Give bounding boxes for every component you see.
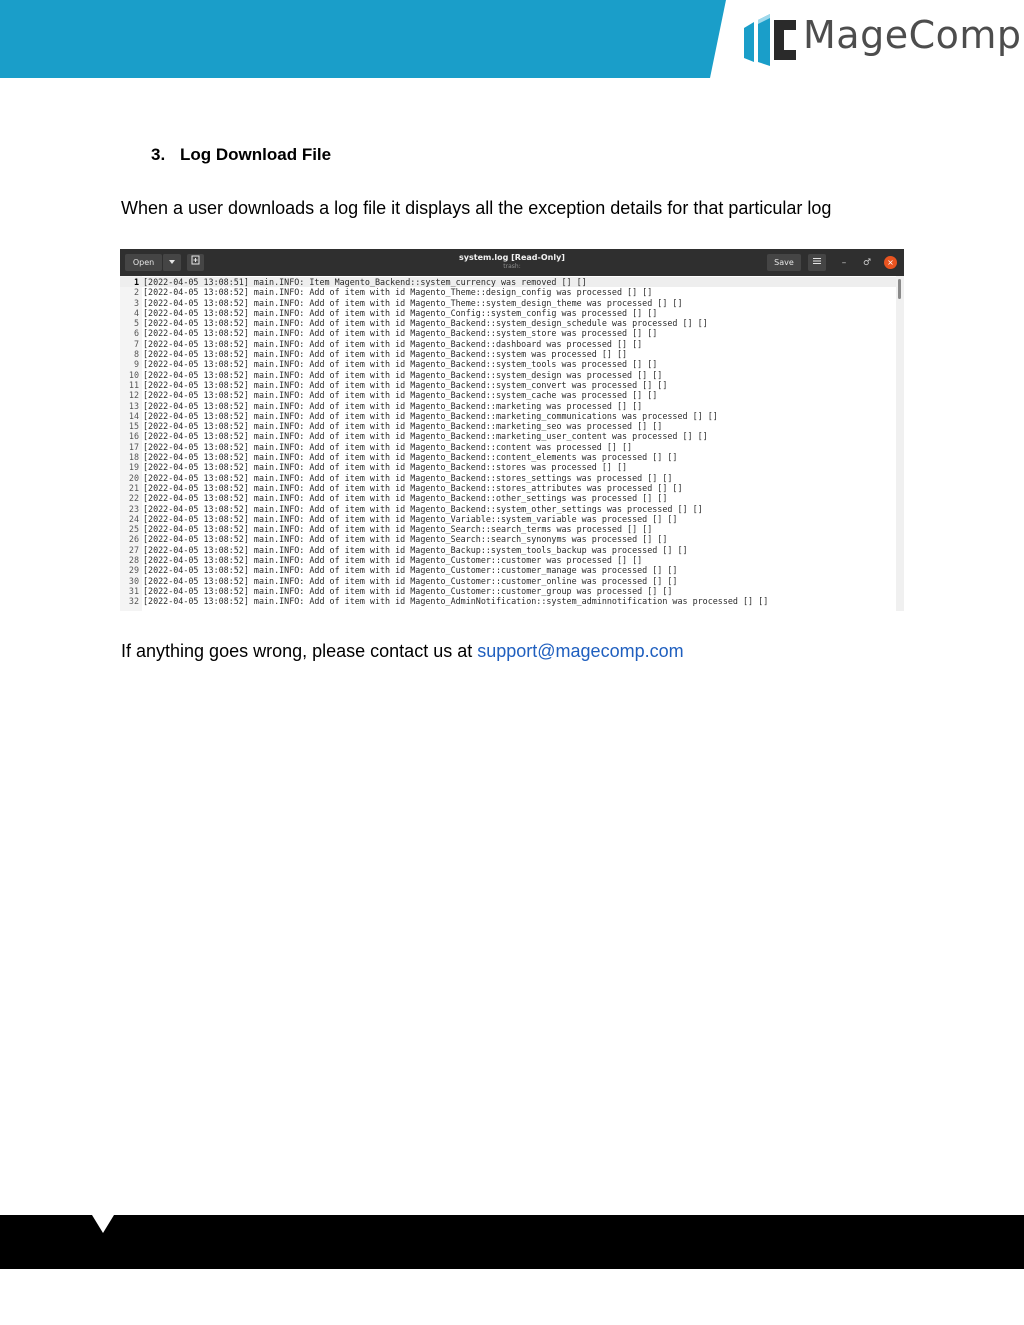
section-number: 3.	[151, 145, 166, 164]
open-button[interactable]: Open	[125, 254, 162, 271]
log-line	[120, 287, 896, 297]
log-line-text: [2022-04-05 13:08:52] main.INFO: Add of item with id Magento_Backend::system_cache was processed [] []	[143, 390, 658, 401]
line-number: 28	[128, 555, 139, 566]
line-number: 2	[133, 287, 139, 298]
vertical-scrollbar[interactable]	[896, 276, 904, 611]
line-number: 29	[128, 565, 139, 576]
contact-paragraph	[121, 641, 684, 662]
line-number: 12	[128, 390, 139, 401]
log-line	[120, 277, 896, 287]
window-subtitle: trash:	[503, 263, 521, 270]
line-number: 9	[133, 359, 139, 370]
log-line-text: [2022-04-05 13:08:52] main.INFO: Add of item with id Magento_Backend::marketing_communications was processed [] []	[143, 410, 718, 421]
line-number: 25	[128, 524, 139, 535]
line-number: 11	[128, 379, 139, 390]
line-number: 19	[128, 462, 139, 473]
log-line	[120, 493, 896, 503]
log-line-text: [2022-04-05 13:08:52] main.INFO: Add of item with id Magento_Backend::stores_attributes was processed [] []	[143, 482, 683, 493]
log-line	[120, 298, 896, 308]
log-line-text: [2022-04-05 13:08:52] main.INFO: Add of item with id Magento_Backend::system_other_settings was processed [] []	[143, 503, 703, 514]
log-line	[120, 545, 896, 555]
minimize-button[interactable]: –	[841, 258, 847, 268]
line-number: 16	[128, 431, 139, 442]
log-line	[120, 596, 896, 606]
line-number: 14	[128, 410, 139, 421]
line-number: 4	[133, 307, 139, 318]
line-number: 27	[128, 544, 139, 555]
log-line-text: [2022-04-05 13:08:52] main.INFO: Add of item with id Magento_Backend::stores was processed [] []	[143, 462, 628, 473]
line-number: 6	[133, 328, 139, 339]
log-line	[120, 565, 896, 575]
log-line	[120, 462, 896, 472]
log-line	[120, 504, 896, 514]
log-line-text: [2022-04-05 13:08:52] main.INFO: Add of item with id Magento_Backend::stores_settings was processed [] []	[143, 472, 673, 483]
line-number: 30	[128, 575, 139, 586]
log-line	[120, 349, 896, 359]
brand-name: MageComp	[803, 13, 1022, 57]
magecomp-logo-icon	[740, 8, 798, 70]
log-line	[120, 442, 896, 452]
line-number: 32	[128, 596, 139, 607]
log-line-text: [2022-04-05 13:08:52] main.INFO: Add of item with id Magento_Backend::other_settings was processed [] []	[143, 493, 668, 504]
log-line-text: [2022-04-05 13:08:52] main.INFO: Add of item with id Magento_Backend::content was processed [] []	[143, 441, 633, 452]
close-button[interactable]: ×	[884, 256, 897, 269]
log-line	[120, 452, 896, 462]
log-line-text: [2022-04-05 13:08:52] main.INFO: Add of item with id Magento_Backend::dashboard was processed [] []	[143, 338, 643, 349]
log-line	[120, 483, 896, 493]
log-line	[120, 370, 896, 380]
log-line	[120, 401, 896, 411]
log-line	[120, 411, 896, 421]
footer-banner	[0, 1215, 1024, 1269]
line-number: 21	[128, 482, 139, 493]
line-number: 22	[128, 493, 139, 504]
log-line-text: [2022-04-05 13:08:52] main.INFO: Add of item with id Magento_Backend::system_tools was processed [] []	[143, 359, 658, 370]
log-line-text: [2022-04-05 13:08:52] main.INFO: Add of item with id Magento_Backend::system_store was processed [] []	[143, 328, 658, 339]
brand-logo	[726, 0, 1024, 78]
log-line	[120, 586, 896, 596]
log-line-text: [2022-04-05 13:08:52] main.INFO: Add of item with id Magento_Theme::design_config was processed [] []	[143, 287, 653, 298]
log-line	[120, 473, 896, 483]
log-line-text: [2022-04-05 13:08:52] main.INFO: Add of item with id Magento_Backend::marketing was processed [] []	[143, 400, 643, 411]
log-line-text: [2022-04-05 13:08:52] main.INFO: Add of item with id Magento_Backup::system_tools_backup was processed [] []	[143, 544, 688, 555]
log-line-text: [2022-04-05 13:08:52] main.INFO: Add of item with id Magento_AdminNotification::system_adminnotification was processed [] []	[143, 596, 769, 607]
editor-titlebar	[120, 249, 904, 276]
support-email-link[interactable]: support@magecomp.com	[477, 641, 684, 661]
log-line-text: [2022-04-05 13:08:52] main.INFO: Add of item with id Magento_Config::system_config was processed [] []	[143, 307, 658, 318]
log-line	[120, 380, 896, 390]
log-line-text: [2022-04-05 13:08:52] main.INFO: Add of item with id Magento_Search::search_synonyms was processed [] []	[143, 534, 668, 545]
line-number: 1	[133, 277, 139, 287]
log-line-text: [2022-04-05 13:08:52] main.INFO: Add of item with id Magento_Customer::customer_manage was processed [] []	[143, 565, 678, 576]
log-line	[120, 576, 896, 586]
save-button[interactable]: Save	[767, 254, 801, 271]
hamburger-menu-icon	[813, 257, 821, 265]
log-line	[120, 534, 896, 544]
line-number: 5	[133, 318, 139, 329]
log-line-text: [2022-04-05 13:08:52] main.INFO: Add of item with id Magento_Theme::system_design_theme was processed [] []	[143, 297, 683, 308]
log-line-text: [2022-04-05 13:08:52] main.INFO: Add of item with id Magento_Backend::system_design_schedule was processed [] []	[143, 318, 708, 329]
line-number: 26	[128, 534, 139, 545]
log-line-text: [2022-04-05 13:08:52] main.INFO: Add of item with id Magento_Backend::content_elements was processed [] []	[143, 452, 678, 463]
log-line-text: [2022-04-05 13:08:52] main.INFO: Add of item with id Magento_Backend::system_convert was processed [] []	[143, 379, 668, 390]
log-line-text: [2022-04-05 13:08:52] main.INFO: Add of item with id Magento_Customer::customer_group was processed [] []	[143, 585, 673, 596]
log-line	[120, 431, 896, 441]
log-line	[120, 359, 896, 369]
log-line-text: [2022-04-05 13:08:52] main.INFO: Add of item with id Magento_Backend::system_design was processed [] []	[143, 369, 663, 380]
log-text-area[interactable]	[120, 277, 896, 607]
log-line-text: [2022-04-05 13:08:52] main.INFO: Add of item with id Magento_Customer::customer_online was processed [] []	[143, 575, 678, 586]
log-line	[120, 308, 896, 318]
scrollbar-thumb[interactable]	[898, 279, 901, 299]
log-line	[120, 555, 896, 565]
header-banner	[0, 0, 1024, 78]
line-number: 31	[128, 585, 139, 596]
log-line	[120, 328, 896, 338]
log-line-text: [2022-04-05 13:08:52] main.INFO: Add of item with id Magento_Variable::system_variable was processed [] []	[143, 513, 678, 524]
menu-button[interactable]	[808, 254, 826, 271]
line-number: 8	[133, 349, 139, 360]
line-number: 15	[128, 421, 139, 432]
log-line-text: [2022-04-05 13:08:52] main.INFO: Add of item with id Magento_Customer::customer was processed [] []	[143, 555, 643, 566]
line-number: 7	[133, 338, 139, 349]
maximize-button[interactable]: ♂	[862, 258, 872, 268]
log-line-text: [2022-04-05 13:08:52] main.INFO: Add of item with id Magento_Backend::marketing_user_content was processed [] []	[143, 431, 708, 442]
footer-notch	[92, 1215, 114, 1233]
log-line	[120, 318, 896, 328]
log-line-text: [2022-04-05 13:08:52] main.INFO: Add of item with id Magento_Backend::system was processed [] []	[143, 349, 628, 360]
line-number: 20	[128, 472, 139, 483]
line-number: 10	[128, 369, 139, 380]
line-number: 3	[133, 297, 139, 308]
log-line	[120, 390, 896, 400]
logo-notch	[710, 0, 726, 78]
log-line-text: [2022-04-05 13:08:52] main.INFO: Add of item with id Magento_Search::search_terms was processed [] []	[143, 524, 653, 535]
log-line	[120, 339, 896, 349]
contact-text: If anything goes wrong, please contact us at	[121, 641, 478, 661]
section-heading	[151, 145, 331, 165]
log-line	[120, 421, 896, 431]
line-number: 23	[128, 503, 139, 514]
log-line-text: [2022-04-05 13:08:52] main.INFO: Add of item with id Magento_Backend::marketing_seo was processed [] []	[143, 421, 663, 432]
log-editor-screenshot	[120, 249, 904, 611]
window-title: system.log [Read-Only]	[459, 253, 565, 262]
line-number: 17	[128, 441, 139, 452]
intro-paragraph: When a user downloads a log file it displays all the exception details for that particular log	[121, 198, 832, 218]
log-line-text: [2022-04-05 13:08:51] main.INFO: Item Magento_Backend::system_currency was removed [] []	[143, 277, 587, 287]
line-number: 18	[128, 452, 139, 463]
line-number: 24	[128, 513, 139, 524]
line-number: 13	[128, 400, 139, 411]
section-title: Log Download File	[180, 145, 332, 164]
log-line	[120, 514, 896, 524]
log-line	[120, 524, 896, 534]
